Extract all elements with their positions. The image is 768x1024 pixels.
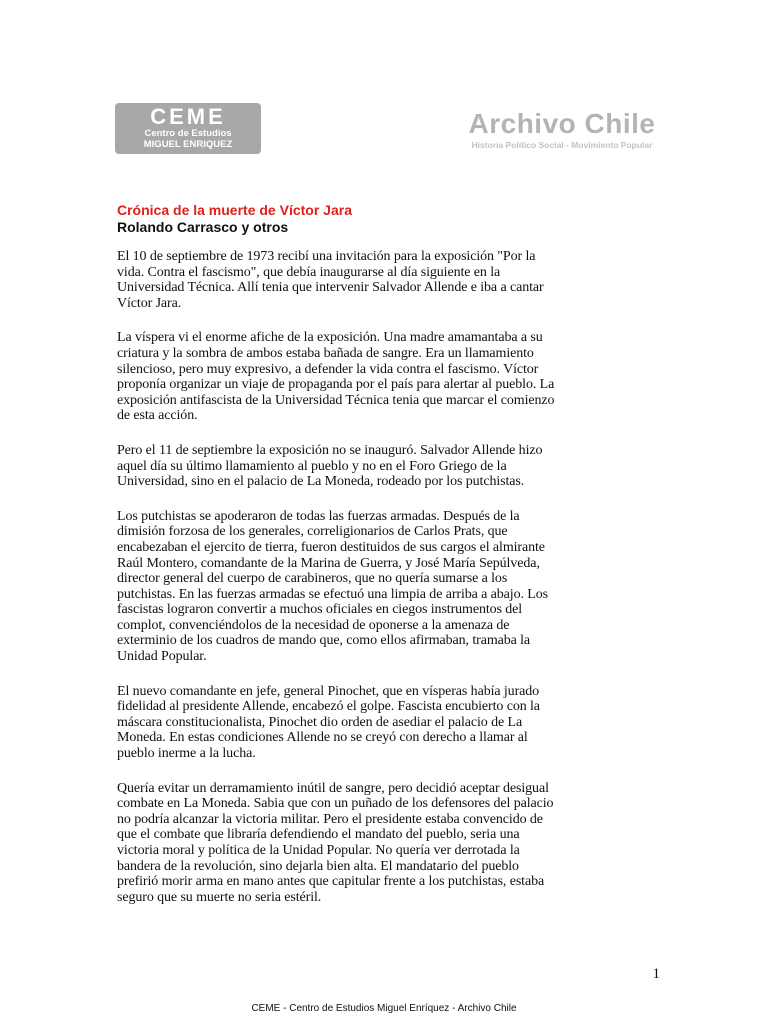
body-paragraph (117, 443, 677, 490)
ceme-logo (115, 103, 261, 154)
paragraph-line: de esta acción. (117, 408, 198, 424)
archivo-logo-title: Archivo Chile (468, 108, 656, 139)
paragraph-line: máscara constitucionalista, Pinochet dio orden de asediar el palacio de La (117, 714, 523, 730)
paragraph-line: Pero el 11 de septiembre la exposición no se inauguró. Salvador Allende hizo (117, 442, 543, 458)
body-paragraph (117, 781, 677, 906)
paragraph-line: Víctor Jara. (117, 295, 182, 311)
footer-text: CEME - Centro de Estudios Miguel Enríquez - Archivo Chile (251, 1003, 517, 1014)
paragraph-line: proponía organizar un viaje de propaganda por el país para alertar al pueblo. La (117, 377, 555, 393)
paragraph-line: director general del cuerpo de carabineros, que no quería sumarse a los (117, 571, 508, 587)
paragraph-line: seguro que su muerte no seria estéril. (117, 889, 322, 905)
paragraph-line: vida. Contra el fascismo", que debía inaugurarse al día siguiente en la (117, 264, 501, 280)
paragraph-line: fascistas lograron convertir a muchos oficiales en ciegos instrumentos del (117, 602, 523, 618)
archivo-chile-logo (442, 108, 682, 150)
document-author: Rolando Carrasco y otros (117, 219, 289, 235)
document-title: Crónica de la muerte de Víctor Jara (117, 202, 352, 218)
paragraph-line: Universidad, sino en el palacio de La Moneda, rodeado por los putchistas. (117, 474, 525, 490)
archivo-logo-subtitle: Historia Político Social - Movimiento Popular (471, 140, 653, 150)
paragraph-line: pueblo inerme a la lucha. (117, 746, 256, 762)
paragraph-line: Raúl Montero, comandante de la Marina de Guerra, y José María Sepúlveda, (117, 555, 540, 571)
body-paragraph (117, 684, 677, 762)
paragraph-line: criatura y la sombra de ambos estaba bañada de sangre. Era un llamamiento (117, 345, 534, 361)
paragraph-line: silencioso, pero muy expresivo, a defender la vida contra el fascismo. Víctor (117, 361, 539, 377)
paragraph-line: exposición antifascista de la Universidad Técnica tenia que marcar el comienzo (117, 392, 555, 408)
body-paragraph (117, 330, 677, 424)
paragraph-line: dimisión forzosa de los generales, correligionarios de Carlos Prats, que (117, 524, 508, 540)
ceme-logo-word: CEME (150, 104, 226, 129)
ceme-logo-line-2: MIGUEL ENRIQUEZ (143, 139, 233, 150)
paragraph-line: Moneda. En estas condiciones Allende no se creyó con derecho a llamar al (117, 730, 528, 746)
body-paragraph (117, 509, 677, 665)
paragraph-line: aquel día su último llamamiento al pueblo y no en el Foro Griego de la (117, 458, 507, 474)
paragraph-line: encabezaban el ejercito de tierra, fueron destituidos de sus cargos el almirante (117, 539, 545, 555)
paragraph-line: complot, convenciéndolos de la necesidad de oponerse a la amenaza de (117, 617, 510, 633)
body-paragraph (117, 249, 677, 311)
paragraph-line: La víspera vi el enorme afiche de la exposición. Una madre amamantaba a su (117, 330, 543, 346)
paragraph-line: Universidad Técnica. Allí tenia que intervenir Salvador Allende e iba a cantar (117, 280, 544, 296)
paragraph-line: exterminio de los cuadros de mando que, como ellos afirmaban, tramaba la (117, 633, 531, 649)
paragraph-line: putchistas. En las fuerzas armadas se efectuó una limpia de arriba a abajo. Los (117, 586, 548, 602)
paragraph-line: bandera de la revolución, sino dejarla bien alta. El mandatario del pueblo (117, 858, 519, 874)
paragraph-line: que el combate que libraría defendiendo el mandato del pueblo, seria una (117, 827, 520, 843)
paragraph-line: victoria moral y política de la Unidad Popular. No quería ver derrotada la (117, 843, 520, 858)
paragraph-line: prefirió morir arma en mano antes que capitular frente a los putchistas, estaba (117, 874, 545, 890)
ceme-logo-line-1: Centro de Estudios (144, 128, 232, 139)
paragraph-line: El 10 de septiembre de 1973 recibí una invitación para la exposición "Por la (117, 249, 536, 264)
paragraph-line: fidelidad al presidente Allende, encabezó el golpe. Fascista encubierto con la (117, 699, 540, 715)
paragraph-line: Quería evitar un derramamiento inútil de sangre, pero decidió aceptar desigual (117, 780, 549, 796)
paragraph-line: El nuevo comandante en jefe, general Pinochet, que en vísperas había jurado (117, 683, 540, 699)
paragraph-line: no podría alcanzar la victoria militar. Pero el presidente estaba convencido de (117, 811, 543, 827)
article-body (117, 249, 677, 924)
page-number: 1 (652, 966, 660, 982)
paragraph-line: combate en La Moneda. Sabia que con un puñado de los defensores del palacio (117, 796, 554, 812)
paragraph-line: Los putchistas se apoderaron de todas las fuerzas armadas. Después de la (117, 508, 520, 524)
paragraph-line: Unidad Popular. (117, 649, 207, 665)
